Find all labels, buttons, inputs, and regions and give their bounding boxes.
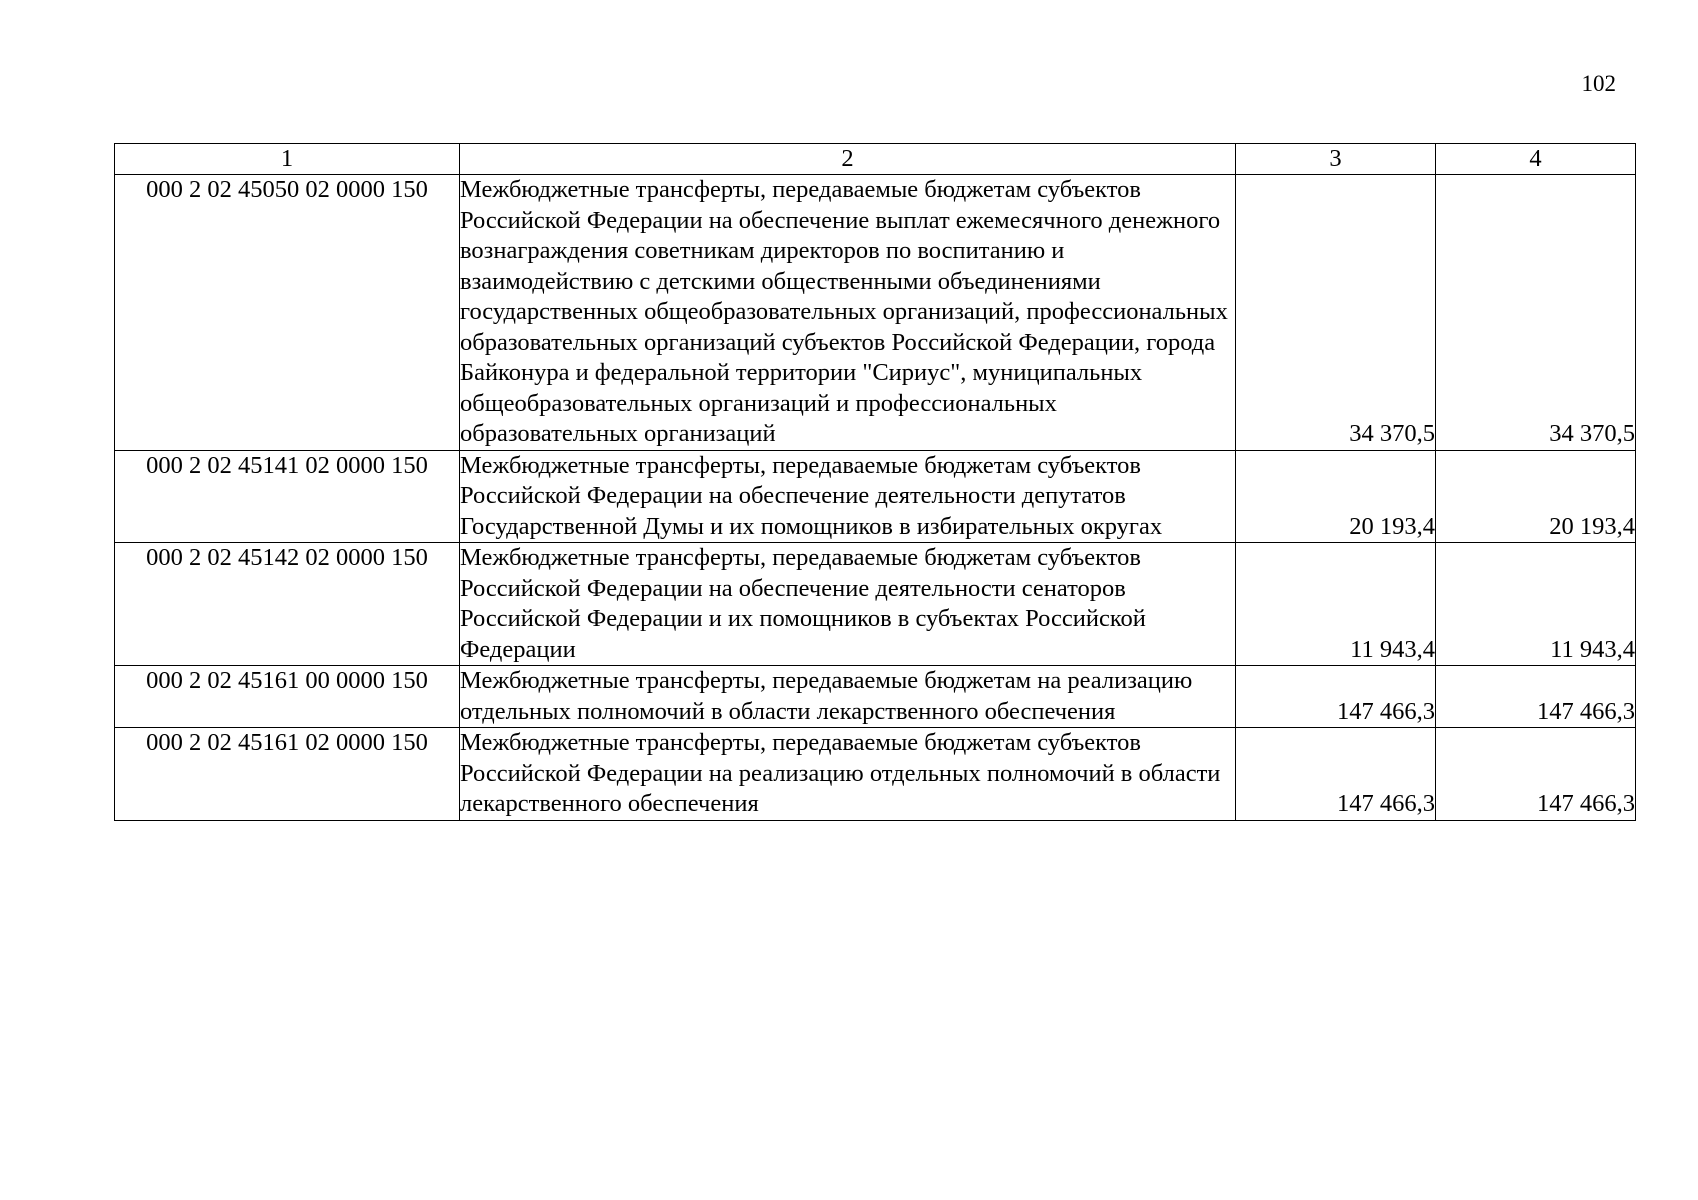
amount-column-3: 11 943,4 <box>1236 543 1436 666</box>
amount-column-4: 147 466,3 <box>1436 728 1636 821</box>
amount-column-4: 147 466,3 <box>1436 666 1636 728</box>
budget-code: 000 2 02 45141 02 0000 150 <box>115 450 460 543</box>
budget-code: 000 2 02 45142 02 0000 150 <box>115 543 460 666</box>
budget-description: Межбюджетные трансферты, передаваемые бюджетам субъектов Российской Федерации на обеспечение деятельности сенаторов Российской Федерации и их помощников в субъектах Российской Федерации <box>460 543 1236 666</box>
table-row <box>115 175 1636 451</box>
amount-column-3: 20 193,4 <box>1236 450 1436 543</box>
amount-column-4: 20 193,4 <box>1436 450 1636 543</box>
budget-code: 000 2 02 45161 02 0000 150 <box>115 728 460 821</box>
budget-description: Межбюджетные трансферты, передаваемые бюджетам на реализацию отдельных полномочий в области лекарственного обеспечения <box>460 666 1236 728</box>
table-row <box>115 666 1636 728</box>
budget-description: Межбюджетные трансферты, передаваемые бюджетам субъектов Российской Федерации на реализацию отдельных полномочий в области лекарственного обеспечения <box>460 728 1236 821</box>
table-row <box>115 543 1636 666</box>
page-number: 102 <box>1581 71 1616 96</box>
budget-code: 000 2 02 45050 02 0000 150 <box>115 175 460 451</box>
budget-description: Межбюджетные трансферты, передаваемые бюджетам субъектов Российской Федерации на обеспечение выплат ежемесячного денежного вознаграждения советникам директоров по воспитанию и взаимодействию с детскими общественными объединениями государственных общеобразовательных организаций, профессиональных образовательных организаций субъектов Российской Федерации, города Байконура и федеральной территории "Сириус", муниципальных общеобразовательных организаций и профессиональных образовательных организаций <box>460 175 1236 451</box>
column-header-1: 1 <box>115 144 460 175</box>
budget-code: 000 2 02 45161 00 0000 150 <box>115 666 460 728</box>
amount-column-3: 147 466,3 <box>1236 728 1436 821</box>
amount-column-4: 11 943,4 <box>1436 543 1636 666</box>
amount-column-4: 34 370,5 <box>1436 175 1636 451</box>
column-header-4: 4 <box>1436 144 1636 175</box>
table-row <box>115 728 1636 821</box>
budget-table <box>114 143 1636 821</box>
table-header-row <box>115 144 1636 175</box>
amount-column-3: 147 466,3 <box>1236 666 1436 728</box>
column-header-3: 3 <box>1236 144 1436 175</box>
table-row <box>115 450 1636 543</box>
budget-description: Межбюджетные трансферты, передаваемые бюджетам субъектов Российской Федерации на обеспечение деятельности депутатов Государственной Думы и их помощников в избирательных округах <box>460 450 1236 543</box>
amount-column-3: 34 370,5 <box>1236 175 1436 451</box>
column-header-2: 2 <box>460 144 1236 175</box>
